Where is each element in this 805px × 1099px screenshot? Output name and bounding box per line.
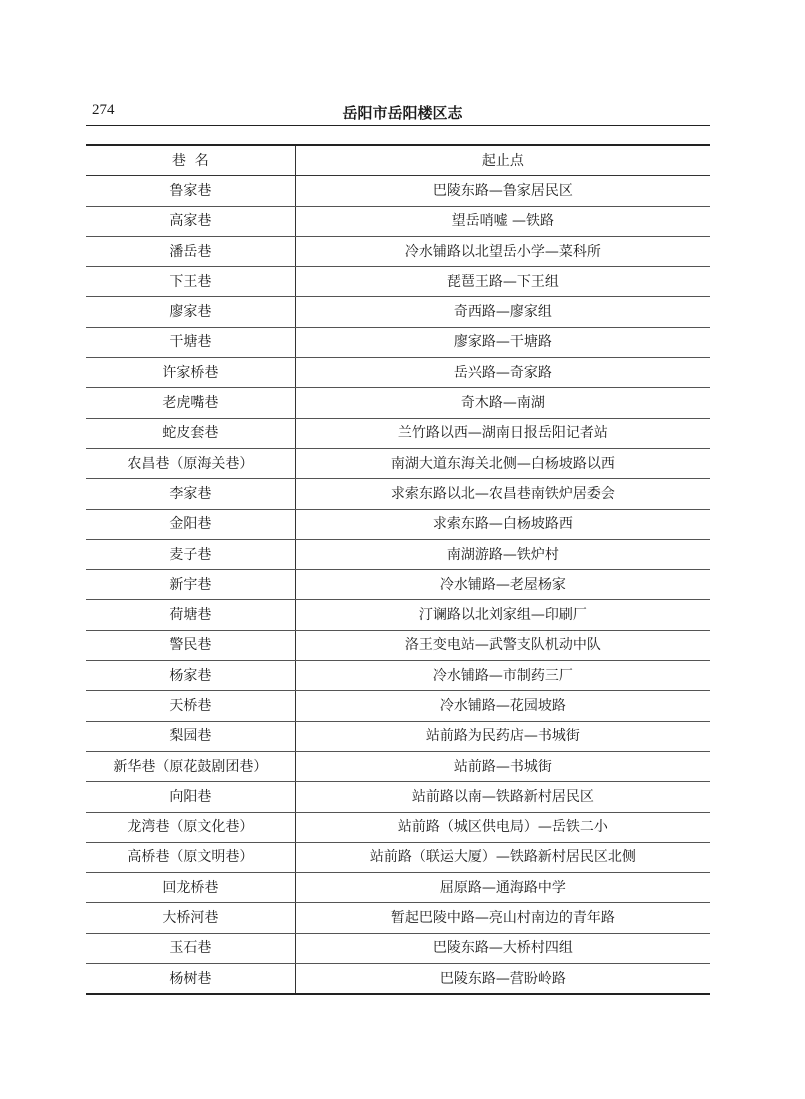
start-end-cell: 求索东路—白杨坡路西 xyxy=(295,509,710,539)
alley-name-cell: 大桥河巷 xyxy=(86,903,295,933)
table-row xyxy=(86,903,710,933)
table-row xyxy=(86,812,710,842)
alley-name-cell: 回龙桥巷 xyxy=(86,873,295,903)
alley-name-cell: 李家巷 xyxy=(86,479,295,509)
table-row xyxy=(86,570,710,600)
start-end-cell: 站前路以南—铁路新村居民区 xyxy=(295,782,710,812)
running-title: 岳阳市岳阳楼区志 xyxy=(342,104,463,122)
start-end-cell: 冷水铺路—花园坡路 xyxy=(295,691,710,721)
table-row xyxy=(86,630,710,660)
table-row xyxy=(86,297,710,327)
alley-name-cell: 新宇巷 xyxy=(86,570,295,600)
start-end-cell: 兰竹路以西—湖南日报岳阳记者站 xyxy=(295,418,710,448)
alley-table xyxy=(86,144,710,995)
start-end-cell: 廖家路—干塘路 xyxy=(295,327,710,357)
start-end-cell: 站前路为民药店—书城街 xyxy=(295,721,710,751)
table-row xyxy=(86,691,710,721)
page-number: 274 xyxy=(92,102,115,118)
start-end-cell: 巴陵东路—大桥村四组 xyxy=(295,933,710,963)
table-row xyxy=(86,509,710,539)
alley-name-cell: 干塘巷 xyxy=(86,327,295,357)
table-row xyxy=(86,721,710,751)
alley-name-cell: 杨家巷 xyxy=(86,661,295,691)
alley-name-cell: 农昌巷（原海关巷） xyxy=(86,448,295,478)
table-row xyxy=(86,782,710,812)
start-end-cell: 屈原路—通海路中学 xyxy=(295,873,710,903)
table-header-row xyxy=(86,145,710,176)
start-end-cell: 冷水铺路以北望岳小学—菜科所 xyxy=(295,236,710,266)
alley-name-cell: 廖家巷 xyxy=(86,297,295,327)
alley-name-cell: 鲁家巷 xyxy=(86,176,295,206)
alley-name-cell: 老虎嘴巷 xyxy=(86,388,295,418)
table-row xyxy=(86,751,710,781)
table-row xyxy=(86,964,710,995)
table-row xyxy=(86,388,710,418)
table-row xyxy=(86,842,710,872)
alley-name-cell: 杨树巷 xyxy=(86,964,295,995)
table-row xyxy=(86,418,710,448)
table-row xyxy=(86,873,710,903)
start-end-cell: 巴陵东路—鲁家居民区 xyxy=(295,176,710,206)
start-end-cell: 暂起巴陵中路—亮山村南边的青年路 xyxy=(295,903,710,933)
table-row xyxy=(86,327,710,357)
start-end-cell: 站前路（城区供电局）—岳铁二小 xyxy=(295,812,710,842)
table-row xyxy=(86,206,710,236)
start-end-cell: 望岳哨嘘 —铁路 xyxy=(295,206,710,236)
start-end-cell: 洛王变电站—武警支队机动中队 xyxy=(295,630,710,660)
alley-name-cell: 荷塘巷 xyxy=(86,600,295,630)
table-row xyxy=(86,267,710,297)
start-end-cell: 冷水铺路—老屋杨家 xyxy=(295,570,710,600)
table-row xyxy=(86,539,710,569)
alley-name-cell: 天桥巷 xyxy=(86,691,295,721)
alley-name-cell: 玉石巷 xyxy=(86,933,295,963)
column-header-start-end: 起止点 xyxy=(295,145,710,176)
table-row xyxy=(86,358,710,388)
table-row xyxy=(86,236,710,266)
alley-name-cell: 高桥巷（原文明巷） xyxy=(86,842,295,872)
start-end-cell: 巴陵东路—营盼岭路 xyxy=(439,970,566,987)
alley-name-cell: 蛇皮套巷 xyxy=(86,418,295,448)
start-end-cell: 站前路—书城街 xyxy=(295,751,710,781)
alley-name-cell: 警民巷 xyxy=(86,630,295,660)
table-row xyxy=(86,479,710,509)
alley-name-cell: 高家巷 xyxy=(86,206,295,236)
table-row xyxy=(86,661,710,691)
start-end-cell: 站前路（联运大厦）—铁路新村居民区北侧 xyxy=(295,842,710,872)
alley-name-cell: 潘岳巷 xyxy=(86,236,295,266)
table-row xyxy=(86,600,710,630)
header-rule xyxy=(86,125,710,126)
alley-name-cell: 麦子巷 xyxy=(86,539,295,569)
start-end-cell: 琵琶王路—下王组 xyxy=(295,267,710,297)
start-end-cell: 汀谰路以北刘家组—印刷厂 xyxy=(295,600,710,630)
table-row xyxy=(86,448,710,478)
table-row xyxy=(86,933,710,963)
start-end-cell: 求索东路以北—农昌巷南铁炉居委会 xyxy=(295,479,710,509)
alley-name-cell: 龙湾巷（原文化巷） xyxy=(86,812,295,842)
start-end-cell: 奇木路—南湖 xyxy=(295,388,710,418)
alley-name-cell: 许家桥巷 xyxy=(86,358,295,388)
table-row xyxy=(86,176,710,206)
alley-name-cell: 新华巷（原花鼓剧团巷） xyxy=(86,751,295,781)
start-end-cell: 岳兴路—奇家路 xyxy=(295,358,710,388)
start-end-cell: 冷水铺路—市制药三厂 xyxy=(295,661,710,691)
start-end-cell: 南湖大道东海关北侧—白杨坡路以西 xyxy=(295,448,710,478)
alley-name-cell: 下王巷 xyxy=(86,267,295,297)
alley-name-cell: 梨园巷 xyxy=(86,721,295,751)
alley-name-cell: 向阳巷 xyxy=(86,782,295,812)
column-header-alley-name: 巷 名 xyxy=(86,145,295,176)
start-end-cell: 奇西路—廖家组 xyxy=(295,297,710,327)
alley-name-cell: 金阳巷 xyxy=(86,509,295,539)
start-end-cell: 南湖游路—铁炉村 xyxy=(295,539,710,569)
